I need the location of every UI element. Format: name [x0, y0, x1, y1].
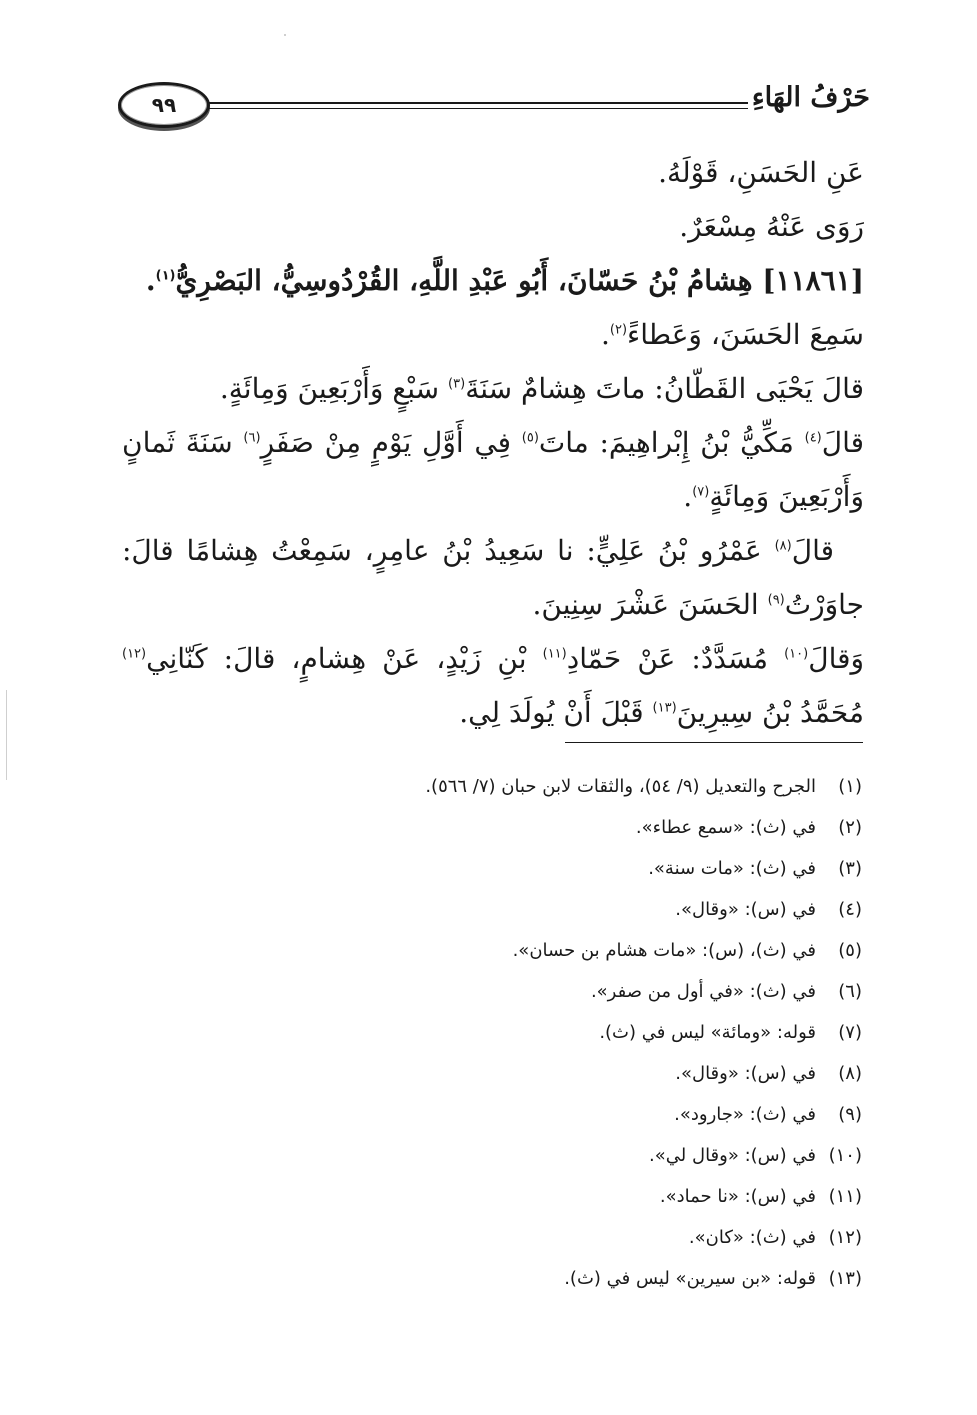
punctuation: .: [600, 318, 610, 351]
footnote-item: [140, 971, 862, 1012]
footnote-text: في (س): «نا حماد».: [659, 1186, 816, 1207]
footnote-number: (١٠): [828, 1145, 862, 1166]
entry-name: هِشامُ بْنُ حَسّانَ، أَبُو عَبْدِ اللَّهِ، القُرْدُوسِيُّ، البَصْرِيُّ: [175, 264, 753, 297]
main-text: [122, 146, 864, 740]
footnote-item: [140, 1176, 862, 1217]
footnote-text: في (ث): «في أول من صفر».: [590, 981, 816, 1002]
page-number-badge: [118, 82, 210, 128]
footnote-ref[interactable]: (١): [155, 268, 176, 284]
footnote-text: في (س): «وقال».: [675, 1063, 816, 1084]
footnote-number: (٥): [838, 940, 862, 961]
footnote-item: [140, 930, 862, 971]
paragraph: [122, 416, 864, 524]
footnote-separator: [565, 742, 863, 743]
footnote-ref[interactable]: (١٢): [122, 646, 147, 662]
paragraph: [122, 308, 864, 362]
footnote-text: قوله: «بن سيرين» ليس في (ث).: [564, 1268, 816, 1289]
footnote-ref[interactable]: (١٠): [784, 646, 809, 662]
text-segment: قَبْلَ أَنْ يُولَدَ لِي.: [459, 696, 653, 729]
footnote-number: (٢): [838, 817, 862, 838]
footnote-ref[interactable]: (٤): [804, 430, 822, 446]
footnote-text: في (ث): «جارود».: [674, 1104, 816, 1125]
footnote-text: الجرح والتعديل (٩/ ٥٤)، والثقات لابن حبان (٧/ ٥٦٦).: [425, 776, 816, 797]
footnote-number: (٩): [838, 1104, 862, 1125]
running-header: [118, 70, 870, 132]
footnotes-list: [140, 766, 862, 1299]
text-segment: بْنِ زَيْدٍ، عَنْ هِشامٍ، قالَ: كَنّانِي: [146, 642, 543, 675]
chapter-title: حَرْفُ الهَاءِ: [751, 82, 870, 113]
text-segment: عَمْرُو بْنُ عَلِيٍّ: نا سَعِيدُ بْنُ عامِرٍ، سَمِعْتُ هِشامًا قالَ: جاوَرْتُ: [122, 534, 864, 621]
entry-header: [122, 254, 864, 308]
page-number: ٩٩: [151, 93, 177, 117]
footnote-item: [140, 1135, 862, 1176]
footnote-item: [140, 1094, 862, 1135]
text-line: رَوَى عَنْهُ مِسْعَرٌ.: [679, 210, 864, 243]
footnote-ref[interactable]: (٢): [609, 322, 628, 338]
footnote-number: (٦): [838, 981, 862, 1002]
text-segment: قالَ: [791, 534, 834, 567]
footnote-number: (١١): [828, 1186, 862, 1207]
footnote-ref[interactable]: (٨): [774, 538, 792, 554]
footnote-text: في (ث)، (س): «مات هشام بن حسان».: [512, 940, 816, 961]
scan-mark-left: [6, 690, 7, 780]
text-segment: قالَ يَحْيَى القَطّانُ: ماتَ هِشامٌ سَنَةَ: [465, 372, 864, 405]
header-rule: [208, 102, 748, 104]
paragraph: [122, 362, 864, 416]
text-segment: مُحَمَّدُ بْنُ سِيرِينَ: [676, 696, 864, 729]
footnote-ref[interactable]: (٧): [692, 484, 710, 500]
footnote-ref[interactable]: (٥): [521, 430, 539, 446]
footnote-item: [140, 848, 862, 889]
footnote-text: في (س): «وقال لي».: [649, 1145, 816, 1166]
paragraph: [122, 524, 864, 632]
footnote-number: (٣): [838, 858, 862, 879]
text-segment: قالَ: [821, 426, 865, 459]
footnote-item: [140, 1258, 862, 1299]
footnote-text: في (ث): «كان».: [688, 1227, 816, 1248]
punctuation: .: [145, 264, 156, 297]
footnote-ref[interactable]: (٩): [767, 592, 785, 608]
text-segment: سَبْعٍ وَأَرْبَعِينَ وَمِائَةٍ.: [219, 372, 449, 405]
scan-mark-top: [284, 34, 286, 36]
paragraph: [122, 632, 864, 740]
footnote-ref[interactable]: (٣): [448, 376, 466, 392]
footnote-item: [140, 1053, 862, 1094]
footnote-ref[interactable]: (١١): [542, 646, 567, 662]
footnote-ref[interactable]: (٦): [243, 430, 261, 446]
footnote-number: (١): [838, 776, 862, 797]
text-segment: وَقالَ: [808, 642, 864, 675]
footnote-text: في (س): «وقال».: [675, 899, 816, 920]
footnote-item: [140, 766, 862, 807]
text-segment: فِي أَوَّلِ يَوْمٍ مِنْ صَفَرٍ: [260, 426, 522, 459]
entry-number: [١١٨٦١]: [762, 264, 864, 297]
footnote-number: (٧): [838, 1022, 862, 1043]
footnote-number: (١٢): [828, 1227, 862, 1248]
footnote-number: (١٣): [828, 1268, 862, 1289]
footnote-text: في (ث): «سمع عطاء».: [635, 817, 816, 838]
text-line: عَنِ الحَسَنِ، قَوْلَهُ.: [658, 156, 864, 189]
text-segment: سَمِعَ الحَسَنَ، وَعَطاءً: [627, 318, 864, 351]
footnote-text: قوله: «ومائة» ليس في (ث).: [599, 1022, 816, 1043]
footnote-ref[interactable]: (١٣): [652, 700, 677, 716]
footnote-text: في (ث): «مات سنة».: [648, 858, 816, 879]
footnote-number: (٤): [838, 899, 862, 920]
text-segment: سَنَةَ ثَمانٍ وَأَرْبَعِينَ وَمِائَةٍ: [122, 426, 864, 513]
text-segment: مُسَدَّدٌ: عَنْ حَمّادِ: [566, 642, 785, 675]
footnote-item: [140, 1012, 862, 1053]
text-segment: الحَسَنَ عَشْرَ سِنِينَ.: [532, 588, 768, 621]
footnote-number: (٨): [838, 1063, 862, 1084]
footnote-item: [140, 889, 862, 930]
footnote-item: [140, 1217, 862, 1258]
footnote-item: [140, 807, 862, 848]
text-segment: مَكِّيُّ بْنُ إِبْراهِيمَ: ماتَ: [538, 426, 805, 459]
punctuation: .: [683, 480, 693, 513]
